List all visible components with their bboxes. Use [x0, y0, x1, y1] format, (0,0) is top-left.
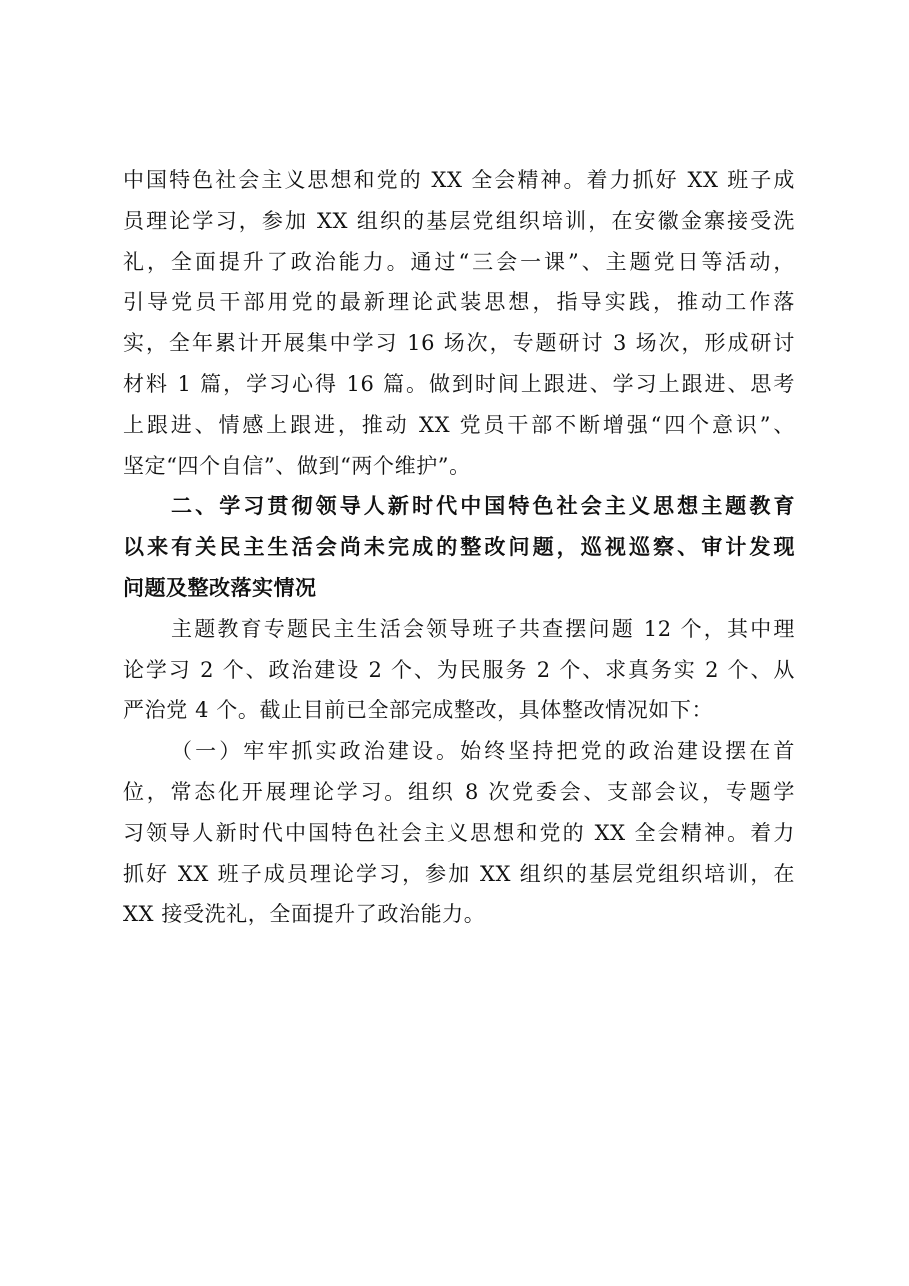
text-line: 引导党员干部用党的最新理论武装思想，指导实践，推动工作落 [123, 290, 795, 315]
text-line: 员理论学习，参加 XX 组织的基层党组织培训，在安徽金寨接受洗 [123, 208, 795, 233]
text-line: 论学习 2 个、政治建设 2 个、为民服务 2 个、求真务实 2 个、从 [123, 657, 795, 682]
heading-line: 二、学习贯彻领导人新时代中国特色社会主义思想主题教育 [171, 494, 795, 519]
text-line: 实，全年累计开展集中学习 16 场次，专题研讨 3 场次，形成研讨 [123, 331, 795, 356]
document-body [123, 160, 795, 935]
text-line: XX 接受洗礼，全面提升了政治能力。 [123, 902, 486, 927]
paragraph-study-summary [123, 160, 795, 486]
heading-line: 问题及整改落实情况 [123, 575, 317, 600]
text-line: 坚定“四个自信”、做到“两个维护”。 [123, 453, 471, 478]
text-line: 上跟进、情感上跟进，推动 XX 党员干部不断增强“四个意识”、 [123, 412, 795, 437]
text-line: 严治党 4 个。截止目前已全部完成整改，具体整改情况如下： [123, 698, 714, 723]
heading-line: 以来有关民主生活会尚未完成的整改问题，巡视巡察、审计发现 [123, 535, 795, 560]
text-line: 抓好 XX 班子成员理论学习，参加 XX 组织的基层党组织培训，在 [123, 861, 795, 886]
text-line: 礼，全面提升了政治能力。通过“三会一课”、主题党日等活动， [123, 249, 795, 274]
text-line: 主题教育专题民主生活会领导班子共查摆问题 12 个，其中理 [171, 616, 795, 641]
text-line: 材料 1 篇，学习心得 16 篇。做到时间上跟进、学习上跟进、思考 [123, 371, 795, 396]
paragraph-political-building [123, 731, 795, 935]
text-line: （一）牢牢抓实政治建设。始终坚持把党的政治建设摆在首 [171, 739, 795, 764]
paragraph-issue-overview [123, 609, 795, 731]
text-line: 习领导人新时代中国特色社会主义思想和党的 XX 全会精神。着力 [123, 820, 795, 845]
section-heading-two [123, 486, 795, 608]
text-line: 位，常态化开展理论学习。组织 8 次党委会、支部会议，专题学 [123, 779, 795, 804]
text-line: 中国特色社会主义思想和党的 XX 全会精神。着力抓好 XX 班子成 [123, 168, 795, 192]
